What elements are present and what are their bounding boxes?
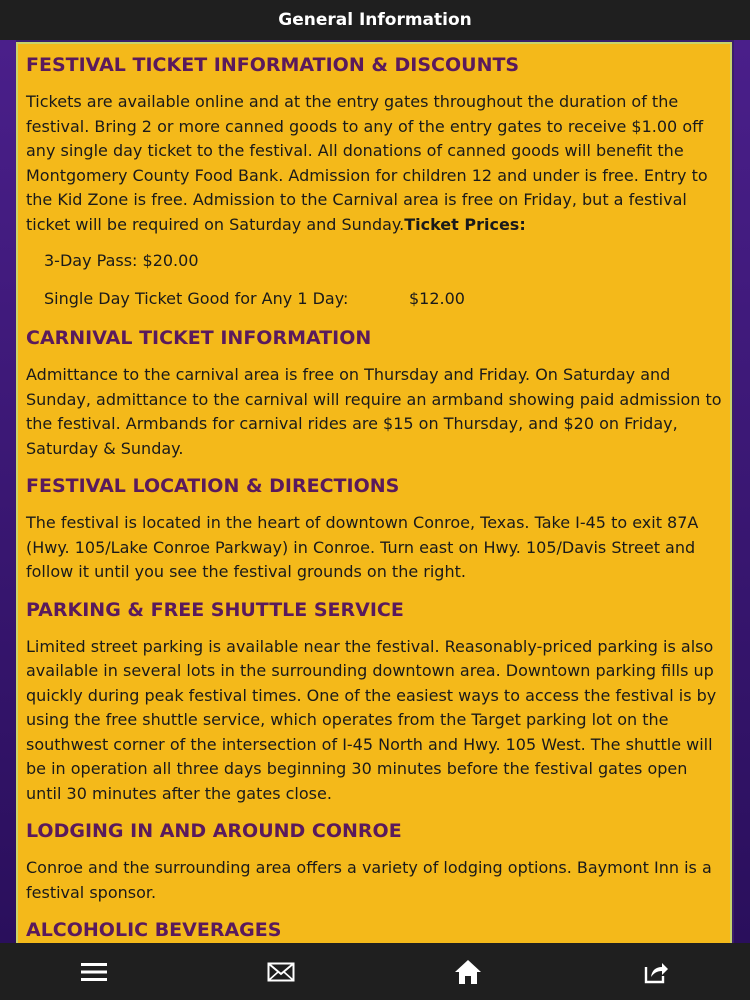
section-body: Limited street parking is available near the festival. Reasonably-priced parking is also available in several lots in the surrounding downtown area. Downtown parking fills up quickly during peak festival times. One of the easiest ways to access the festival is by using the free shuttle service, which operates from the Target parking lot on the southwest corner of the intersection of I-45 North and Hwy. 105 West. The shuttle will be in operation all three days beginning 30 minutes before the festival gates open until 30 minutes after the gates close. (26, 636, 717, 803)
section-alcohol (26, 915, 722, 943)
price-label: 3-Day Pass: $20.00 (44, 251, 199, 270)
section-heading: PARKING & FREE SHUTTLE SERVICE (26, 598, 404, 621)
left-decorative-border (0, 40, 16, 943)
section-carnival (26, 323, 722, 461)
section-parking (26, 595, 722, 807)
home-button[interactable] (453, 957, 483, 987)
section-body: Conroe and the surrounding area offers a variety of lodging options. Baymont Inn is a festival sponsor. (26, 858, 712, 902)
title-bar (0, 0, 750, 40)
home-icon (454, 959, 482, 985)
menu-icon (81, 961, 107, 983)
section-heading: FESTIVAL TICKET INFORMATION & DISCOUNTS (26, 54, 520, 76)
section-body: Admittance to the carnival area is free on Thursday and Friday. On Saturday and Sunday, admittance to the carnival will require an armband showing paid admission to the festival. Armbands for carnival rides are $15 on Thursday, and $20 on Friday, Saturday & Sunday. (26, 365, 722, 458)
section-heading: ALCOHOLIC BEVERAGES (26, 919, 282, 941)
menu-button[interactable] (79, 957, 109, 987)
tickets-body-text: Tickets are available online and at the entry gates throughout the duration of the festival. Bring 2 or more canned goods to any of the entry gates to receive $1.00 off any single day ticket to the festival. All donations of canned goods will benefit the Montgomery County Food Bank. Admission for children 12 and under is free. Entry to the Kid Zone is free. Admission to the Carnival area is free on Friday, but a festival ticket will be required on Saturday and Sunday. (26, 92, 708, 234)
share-icon (643, 959, 669, 985)
page-title: General Information (278, 10, 472, 30)
section-location (26, 471, 722, 585)
price-row-3day (44, 249, 722, 275)
price-value: $12.00 (409, 289, 465, 308)
price-row-single-day (44, 287, 722, 313)
section-body: The festival is located in the heart of downtown Conroe, Texas. Take I-45 to exit 87A (Hwy. 105/Lake Conroe Parkway) in Conroe. Turn east on Hwy. 105/Davis Street and follow it until you see the festival grounds on the right. (26, 513, 699, 581)
mail-icon (267, 961, 295, 983)
right-decorative-border (734, 40, 750, 943)
content-scroll-area[interactable] (18, 44, 730, 943)
mail-button[interactable] (266, 957, 296, 987)
section-heading: FESTIVAL LOCATION & DIRECTIONS (26, 475, 400, 497)
section-lodging (26, 816, 722, 905)
section-tickets (26, 50, 722, 313)
section-heading: CARNIVAL TICKET INFORMATION (26, 327, 372, 349)
section-body (26, 90, 722, 237)
content-panel[interactable] (16, 42, 732, 943)
section-heading: LODGING IN AND AROUND CONROE (26, 820, 402, 842)
ticket-prices-label: Ticket Prices: (404, 214, 526, 234)
share-button[interactable] (641, 957, 671, 987)
bottom-navigation-bar (0, 943, 750, 1000)
price-label: Single Day Ticket Good for Any 1 Day: (44, 289, 349, 308)
